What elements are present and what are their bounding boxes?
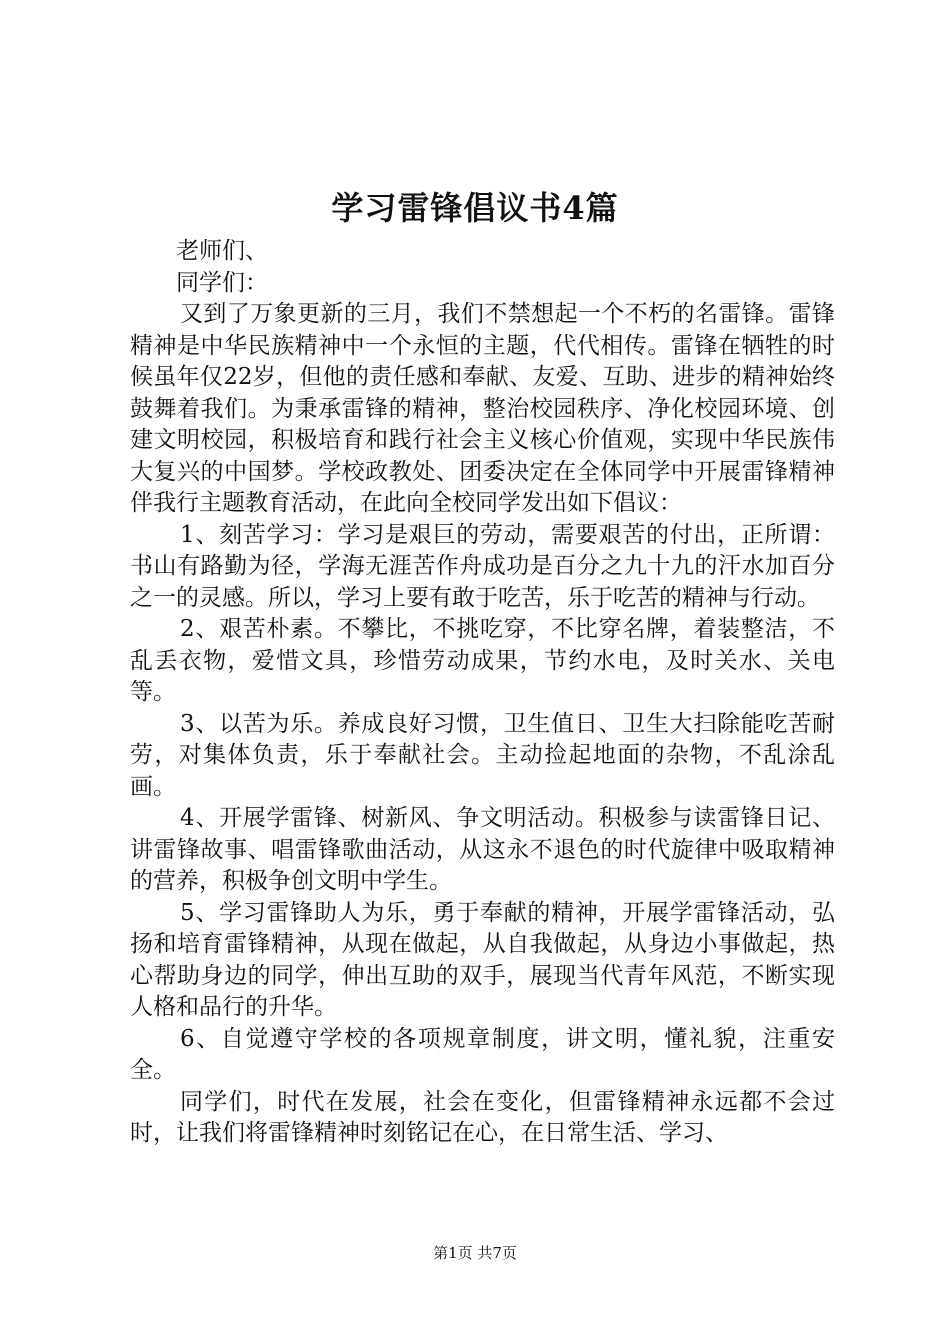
proposal-item-6: 6、自觉遵守学校的各项规章制度，讲文明，懂礼貌，注重安全。: [130, 1025, 835, 1083]
intro-paragraph: 又到了万象更新的三月，我们不禁想起一个不朽的名雷锋。雷锋精神是中华民族精神中一个永恒的主题，代代相传。雷锋在牺牲的时候虽年仅22岁，但他的责任感和奉献、友爱、互助、进步的精神始终鼓舞着我们。为秉承雷锋的精神，整治校园秩序、净化校园环境、创建文明校园，积极培育和践行社会主义核心价值观，实现中华民族伟大复兴的中国梦。学校政教处、团委决定在全体同学中开展雷锋精神伴我行主题教育活动，在此向全校同学发出如下倡议：: [130, 301, 835, 516]
proposal-item-4: 4、开展学雷锋、树新风、争文明活动。积极参与读雷锋日记、讲雷锋故事、唱雷锋歌曲活动，从这永不退色的时代旋律中吸取精神的营养，积极争创文明中学生。: [130, 805, 835, 894]
closing-paragraph: 同学们，时代在发展，社会在变化，但雷锋精神永远都不会过时，让我们将雷锋精神时刻铭记在心，在日常生活、学习、: [130, 1088, 835, 1146]
page-number-footer: 第1页 共7页: [433, 1244, 517, 1262]
document-body: [130, 236, 835, 1150]
document-title: 学习雷锋倡议书4篇: [331, 189, 619, 227]
salutation-teachers: 老师们、: [176, 238, 268, 264]
salutation-students: 同学们：: [176, 269, 268, 296]
proposal-item-1: 1、刻苦学习：学习是艰巨的劳动，需要艰苦的付出，正所谓：书山有路勤为径，学海无涯苦作舟成功是百分之九十九的汗水加百分之一的灵感。所以，学习上要有敢于吃苦，乐于吃苦的精神与行动。: [130, 521, 835, 611]
proposal-item-3: 3、以苦为乐。养成良好习惯，卫生值日、卫生大扫除能吃苦耐劳，对集体负责，乐于奉献社会。主动捡起地面的杂物，不乱涂乱画。: [130, 710, 835, 800]
proposal-item-2: 2、艰苦朴素。不攀比，不挑吃穿，不比穿名牌，着装整洁，不乱丢衣物，爱惜文具，珍惜劳动成果，节约水电，及时关水、关电等。: [130, 616, 835, 705]
proposal-item-5: 5、学习雷锋助人为乐，勇于奉献的精神，开展学雷锋活动，弘扬和培育雷锋精神，从现在做起，从自我做起，从身边小事做起，热心帮助身边的同学，伸出互助的双手，展现当代青年风范，不断实现人格和品行的升华。: [130, 899, 835, 1020]
